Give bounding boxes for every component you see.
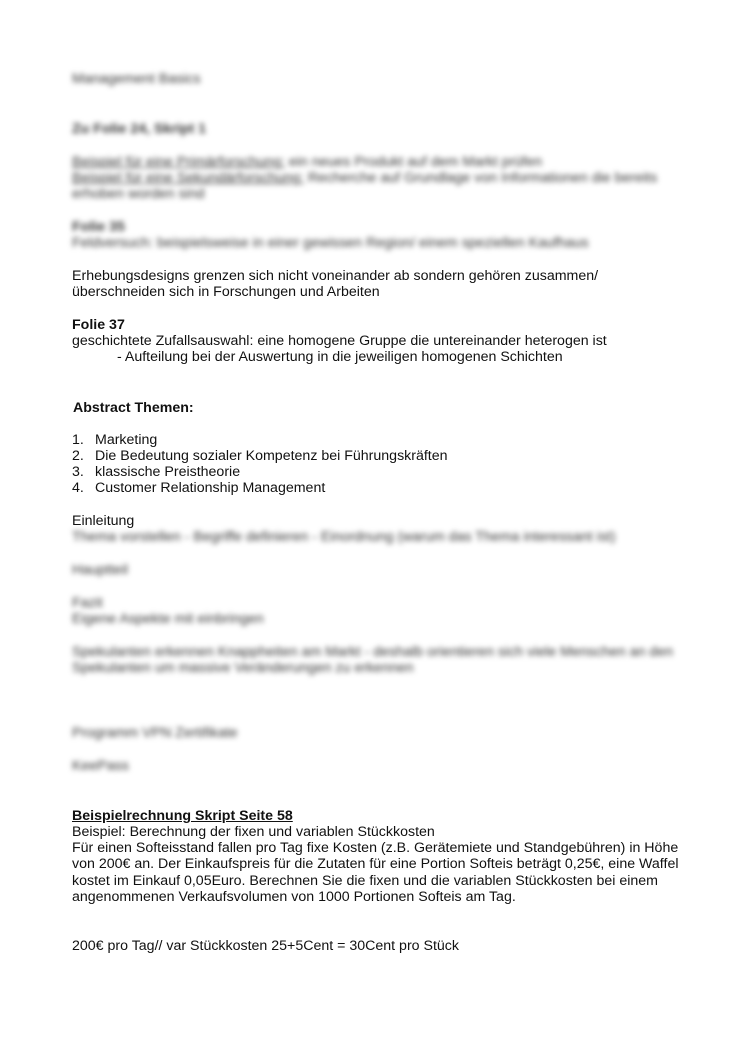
- list-item-number: 3.: [72, 464, 84, 480]
- folie24-line2: [72, 170, 657, 187]
- fazit-heading: Fazit: [72, 595, 103, 611]
- beispielrechnung-line2: Für einen Softeisstand fallen pro Tag fixe Kosten (z.B. Gerätemiete und Standgebühren) in Höhe: [72, 840, 679, 856]
- erhebungsdesigns-line2: überschneiden sich in Forschungen und Arbeiten: [72, 284, 380, 300]
- spekulanten-line2: Spekulanten um massive Veränderungen zu erkennen: [72, 660, 414, 676]
- list-item-text: Die Bedeutung sozialer Kompetenz bei Führungskräften: [95, 448, 448, 464]
- hauptteil-heading: Hauptteil: [72, 562, 128, 578]
- primary-research-label: Beispiel für eine Primärforschung:: [72, 154, 285, 170]
- list-item-text: Marketing: [95, 432, 158, 448]
- erhebungsdesigns-line1: Erhebungsdesigns grenzen sich nicht voneinander ab sondern gehören zusammen/: [72, 268, 599, 284]
- secondary-research-text: Recherche auf Grundlage von Informationen die bereits: [303, 170, 658, 186]
- beispielrechnung-line3: von 200€ an. Der Einkaufspreis für die Zutaten für eine Portion Softeis beträgt 0,25€, eine Waffel: [72, 856, 679, 872]
- keepass-line: KeePass: [72, 758, 129, 774]
- einleitung-heading: Einleitung: [72, 513, 135, 529]
- einleitung-text: Thema vorstellen - Begriffe definieren - Einordnung (warum das Thema interessant ist): [72, 529, 616, 545]
- list-item-number: 4.: [72, 480, 84, 496]
- fazit-text: Eigene Aspekte mit einbringen: [72, 611, 264, 627]
- list-item-number: 2.: [72, 448, 84, 464]
- folie24-line1: [72, 154, 542, 171]
- beispielrechnung-line4: kostet im Einkauf 0,05Euro. Berechnen Sie die fixen und die variablen Stückkosten bei einem: [72, 873, 658, 889]
- beispielrechnung-line5: angenommenen Verkaufsvolumen von 1000 Portionen Softeis am Tag.: [72, 889, 516, 905]
- folie35-heading: Folie 35: [72, 219, 125, 235]
- list-item-text: klassische Preistheorie: [95, 464, 241, 480]
- folie37-line1: geschichtete Zufallsauswahl: eine homogene Gruppe die untereinander heterogen ist: [72, 333, 607, 349]
- list-item-text: Customer Relationship Management: [95, 480, 326, 496]
- primary-research-text: ein neues Produkt auf dem Markt prüfen: [284, 154, 543, 170]
- spekulanten-line1: Spekulanten erkennen Knappheiten am Markt - deshalb orientieren sich viele Menschen an den: [72, 644, 673, 660]
- folie37-heading: Folie 37: [72, 317, 125, 333]
- list-item-number: 1.: [72, 432, 84, 448]
- folie37-line2: - Aufteilung bei der Auswertung in die jeweiligen homogenen Schichten: [117, 349, 563, 365]
- programm-line: Programm VPN Zertifikate: [72, 725, 238, 741]
- beispielrechnung-line1: Beispiel: Berechnung der fixen und variablen Stückkosten: [72, 824, 435, 840]
- folie24-line3: erhoben worden sind: [72, 186, 205, 202]
- result-line: 200€ pro Tag// var Stückkosten 25+5Cent = 30Cent pro Stück: [72, 938, 459, 954]
- folie24-heading: Zu Folie 24, Skript 1: [72, 121, 207, 137]
- document-title: Management Basics: [72, 71, 201, 87]
- abstract-heading: Abstract Themen:: [73, 400, 194, 416]
- secondary-research-label: Beispiel für eine Sekundärforschung:: [72, 170, 304, 186]
- folie35-text: Feldversuch: beispielsweise in einer gewissen Region/ einem speziellen Kaufhaus: [72, 235, 589, 251]
- beispielrechnung-heading: Beispielrechnung Skript Seite 58: [72, 808, 293, 824]
